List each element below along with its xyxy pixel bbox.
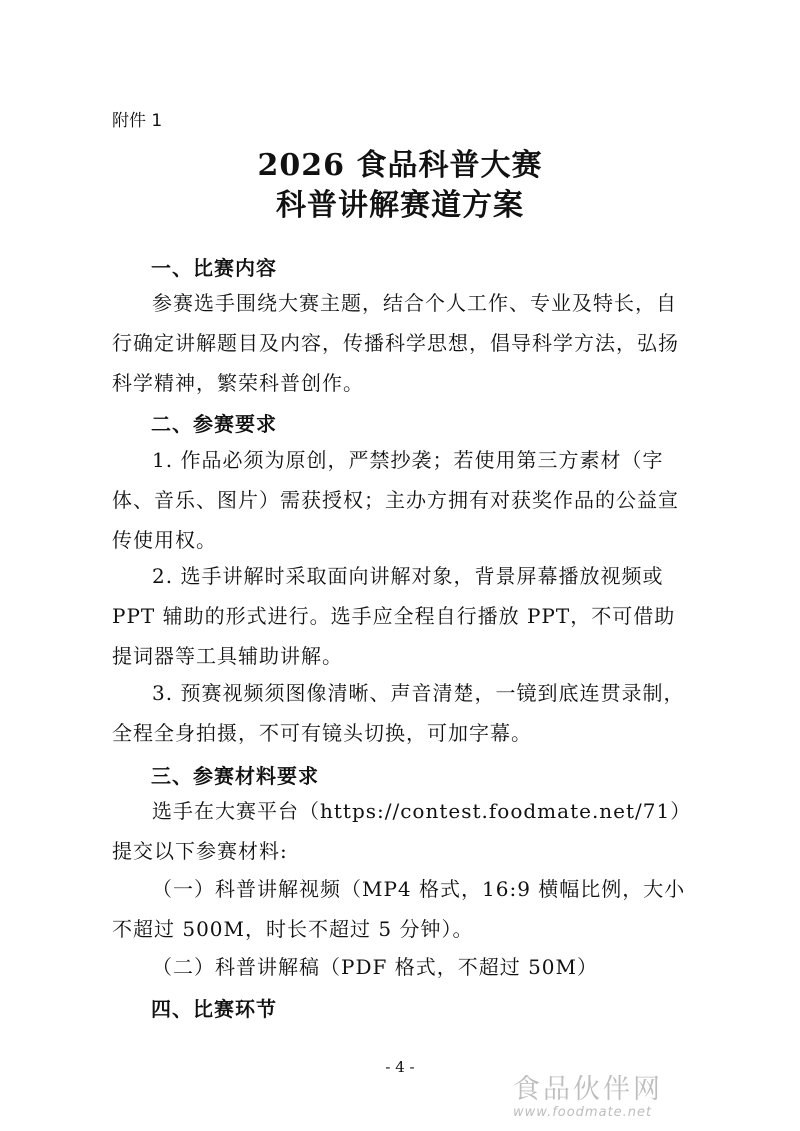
section3-heading: 三、参赛材料要求 (151, 764, 319, 788)
document-title-line2: 科普讲解赛道方案 (276, 188, 524, 223)
attachment-label: 附件 1 (112, 111, 163, 131)
section1-heading: 一、比赛内容 (151, 256, 277, 280)
section2-item2: 2. 选手讲解时采取面向讲解对象，背景屏幕播放视频或 PPT 辅助的形式进行。选手应全程自行播放 PPT，不可借助提词器等工具辅助讲解。 (112, 564, 676, 668)
section1-paragraph: 参赛选手围绕大赛主题，结合个人工作、专业及特长，自行确定讲解题目及内容，传播科学思想，倡导科学方法，弘扬科学精神，繁荣科普创作。 (112, 291, 679, 395)
section3-item1: （一）科普讲解视频（MP4 格式，16:9 横幅比例，大小不超过 500M，时长不超过 5 分钟）。 (112, 877, 686, 941)
section4-heading: 四、比赛环节 (151, 997, 277, 1021)
section2-heading: 二、参赛要求 (151, 412, 277, 436)
section2-item1: 1. 作品必须为原创，严禁抄袭；若使用第三方素材（字体、音乐、图片）需获授权；主办方拥有对获奖作品的公益宣传使用权。 (112, 448, 679, 552)
watermark-url: www.foodmate.net (513, 1105, 653, 1120)
watermark-logo (513, 1075, 783, 1120)
section2-item3: 3. 预赛视频须图像清晰、声音清楚，一镜到底连贯录制，全程全身拍摄，不可有镜头切换，可加字幕。 (112, 681, 685, 745)
page-number: - 4 - (385, 1058, 415, 1076)
document-title-line1: 2026 食品科普大赛 (257, 148, 543, 183)
section3-item2: （二）科普讲解稿（PDF 格式，不超过 50M） (152, 955, 599, 979)
section3-intro: 选手在大赛平台（https://contest.foodmate.net/71）提交以下参赛材料: (112, 799, 692, 863)
watermark-name: 食品伙伴网 (513, 1074, 663, 1105)
